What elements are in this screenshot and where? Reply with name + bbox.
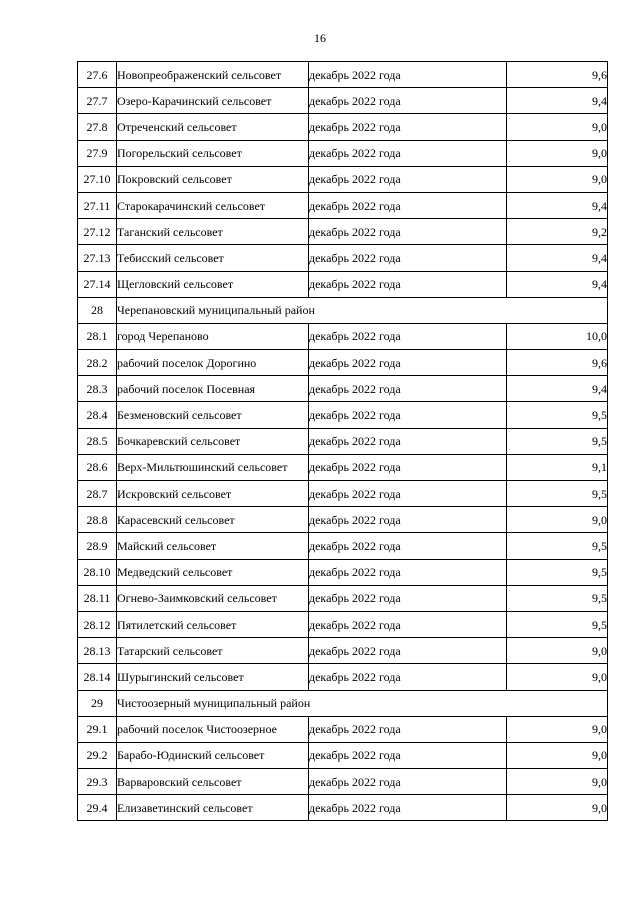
rate-value: 9,0 [507,114,608,140]
table-row [78,192,608,218]
rate-value: 9,0 [507,795,608,821]
period-date: декабрь 2022 года [309,585,507,611]
rate-value: 9,6 [507,62,608,88]
rate-value: 9,5 [507,585,608,611]
settlement-name: рабочий поселок Чистоозерное [117,716,309,742]
row-number: 27.7 [78,88,117,114]
row-number: 29.4 [78,795,117,821]
table-row [78,350,608,376]
table-row [78,716,608,742]
row-number: 28.13 [78,638,117,664]
rate-value: 9,4 [507,245,608,271]
table-row [78,742,608,768]
settlement-name: Барабо-Юдинский сельсовет [117,742,309,768]
row-number: 27.11 [78,192,117,218]
row-number: 28.6 [78,454,117,480]
period-date: декабрь 2022 года [309,795,507,821]
row-number: 28.1 [78,323,117,349]
rate-value: 9,5 [507,402,608,428]
settlement-name: Варваровский сельсовет [117,769,309,795]
rate-value: 9,1 [507,454,608,480]
period-date: декабрь 2022 года [309,664,507,690]
settlement-name: город Черепаново [117,323,309,349]
section-row [78,297,608,323]
period-date: декабрь 2022 года [309,481,507,507]
settlement-name: Майский сельсовет [117,533,309,559]
section-row [78,690,608,716]
table-row [78,376,608,402]
row-number: 29.3 [78,769,117,795]
settlement-name: Новопреображенский сельсовет [117,62,309,88]
table-row [78,638,608,664]
table-row [78,454,608,480]
row-number: 27.8 [78,114,117,140]
row-number: 28.2 [78,350,117,376]
row-number: 28.11 [78,585,117,611]
table-row [78,140,608,166]
period-date: декабрь 2022 года [309,428,507,454]
table-row [78,533,608,559]
table-row [78,585,608,611]
section-title: Чистоозерный муниципальный район [117,690,608,716]
period-date: декабрь 2022 года [309,402,507,428]
row-number: 29.2 [78,742,117,768]
settlements-table [77,61,608,821]
settlement-name: Щегловский сельсовет [117,271,309,297]
settlement-name: Старокарачинский сельсовет [117,192,309,218]
rate-value: 9,5 [507,611,608,637]
settlement-name: Карасевский сельсовет [117,507,309,533]
table-row [78,795,608,821]
rate-value: 9,0 [507,769,608,795]
settlement-name: Татарский сельсовет [117,638,309,664]
section-number: 29 [78,690,117,716]
period-date: декабрь 2022 года [309,533,507,559]
rate-value: 9,5 [507,428,608,454]
period-date: декабрь 2022 года [309,638,507,664]
settlement-name: Елизаветинский сельсовет [117,795,309,821]
settlement-name: Верх-Мильтюшинский сельсовет [117,454,309,480]
row-number: 27.12 [78,219,117,245]
settlement-name: Пятилетский сельсовет [117,611,309,637]
period-date: декабрь 2022 года [309,454,507,480]
row-number: 29.1 [78,716,117,742]
period-date: декабрь 2022 года [309,323,507,349]
table-row [78,769,608,795]
row-number: 28.3 [78,376,117,402]
table-row [78,507,608,533]
page-number: 16 [314,31,326,45]
period-date: декабрь 2022 года [309,769,507,795]
table-row [78,559,608,585]
row-number: 27.13 [78,245,117,271]
table-row [78,481,608,507]
row-number: 28.14 [78,664,117,690]
row-number: 27.10 [78,166,117,192]
rate-value: 10,0 [507,323,608,349]
rate-value: 9,5 [507,559,608,585]
period-date: декабрь 2022 года [309,559,507,585]
settlement-name: Бочкаревский сельсовет [117,428,309,454]
rate-value: 9,0 [507,507,608,533]
settlement-name: рабочий поселок Посевная [117,376,309,402]
table-row [78,664,608,690]
rate-value: 9,0 [507,664,608,690]
settlement-name: Тебисский сельсовет [117,245,309,271]
settlement-name: Покровский сельсовет [117,166,309,192]
table-row [78,88,608,114]
table-row [78,245,608,271]
settlement-name: Озеро-Карачинский сельсовет [117,88,309,114]
table-row [78,323,608,349]
settlement-name: Искровский сельсовет [117,481,309,507]
table-row [78,114,608,140]
period-date: декабрь 2022 года [309,742,507,768]
table-row [78,219,608,245]
rate-value: 9,0 [507,742,608,768]
period-date: декабрь 2022 года [309,611,507,637]
rate-value: 9,0 [507,716,608,742]
period-date: декабрь 2022 года [309,62,507,88]
period-date: декабрь 2022 года [309,88,507,114]
table-body [78,62,608,821]
settlement-name: рабочий поселок Дорогино [117,350,309,376]
rate-value: 9,0 [507,638,608,664]
row-number: 28.8 [78,507,117,533]
period-date: декабрь 2022 года [309,114,507,140]
settlement-name: Безменовский сельсовет [117,402,309,428]
row-number: 27.6 [78,62,117,88]
settlement-name: Таганский сельсовет [117,219,309,245]
period-date: декабрь 2022 года [309,716,507,742]
settlement-name: Огнево-Заимковский сельсовет [117,585,309,611]
period-date: декабрь 2022 года [309,140,507,166]
section-title: Черепановский муниципальный район [117,297,608,323]
table-row [78,611,608,637]
period-date: декабрь 2022 года [309,245,507,271]
period-date: декабрь 2022 года [309,376,507,402]
period-date: декабрь 2022 года [309,350,507,376]
row-number: 28.7 [78,481,117,507]
section-number: 28 [78,297,117,323]
rate-value: 9,4 [507,192,608,218]
rate-value: 9,0 [507,140,608,166]
rate-value: 9,5 [507,481,608,507]
rate-value: 9,4 [507,376,608,402]
table-row [78,428,608,454]
period-date: декабрь 2022 года [309,219,507,245]
rate-value: 9,0 [507,166,608,192]
rate-value: 9,2 [507,219,608,245]
settlement-name: Отреченский сельсовет [117,114,309,140]
settlement-name: Погорельский сельсовет [117,140,309,166]
rate-value: 9,5 [507,533,608,559]
table-row [78,62,608,88]
table-row [78,271,608,297]
period-date: декабрь 2022 года [309,166,507,192]
rate-value: 9,4 [507,88,608,114]
row-number: 27.9 [78,140,117,166]
rate-value: 9,4 [507,271,608,297]
row-number: 28.12 [78,611,117,637]
settlement-name: Медведский сельсовет [117,559,309,585]
rate-value: 9,6 [507,350,608,376]
table-row [78,402,608,428]
settlement-name: Шурыгинский сельсовет [117,664,309,690]
period-date: декабрь 2022 года [309,271,507,297]
period-date: декабрь 2022 года [309,192,507,218]
row-number: 28.5 [78,428,117,454]
row-number: 27.14 [78,271,117,297]
table-row [78,166,608,192]
row-number: 28.4 [78,402,117,428]
period-date: декабрь 2022 года [309,507,507,533]
row-number: 28.10 [78,559,117,585]
row-number: 28.9 [78,533,117,559]
